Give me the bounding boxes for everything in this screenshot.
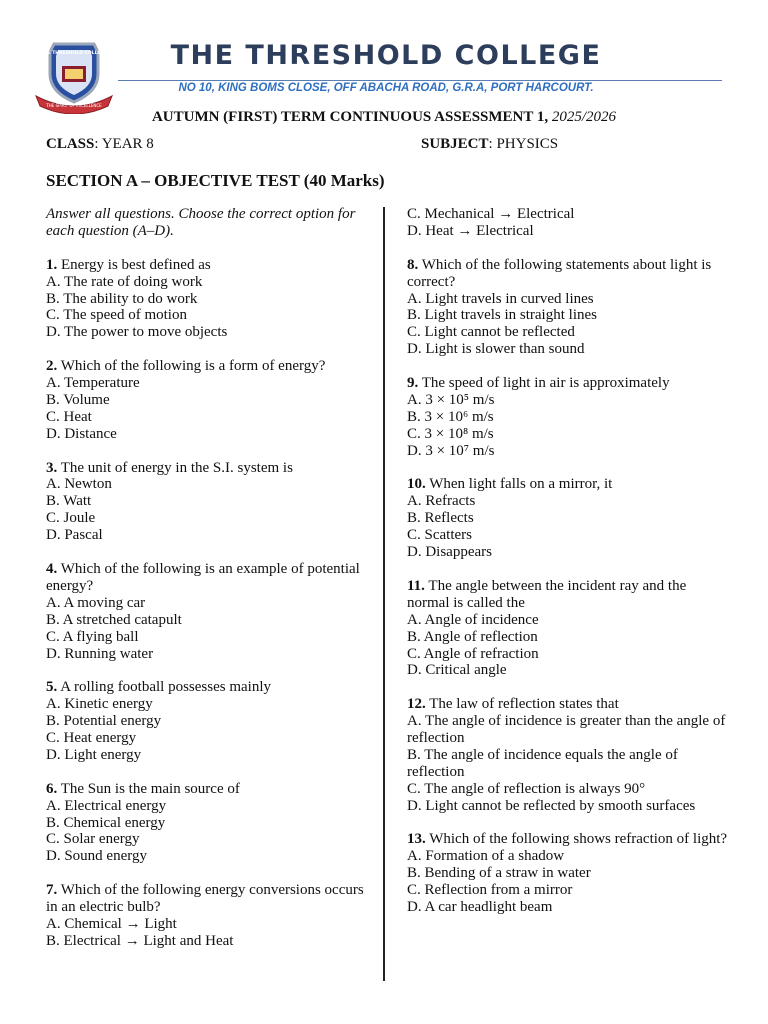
question-number: 11. (407, 577, 425, 594)
header-rule (118, 80, 722, 81)
answer-option: C. Angle of refraction (407, 645, 539, 662)
answer-option: D. Light energy (46, 746, 142, 763)
answer-option: A. Angle of incidence (407, 611, 539, 628)
question-number: 9. (407, 375, 419, 392)
answer-option: A. The angle of incidence is greater than the angle of reflection (407, 713, 726, 747)
question-text: Which of the following shows refraction of light? (429, 831, 728, 848)
answer-option: A. Light travels in curved lines (407, 290, 594, 307)
question-stem (407, 696, 732, 713)
question-stem (46, 257, 370, 274)
assessment-title-text: AUTUMN (FIRST) TERM CONTINUOUS ASSESSMENT 1, (151, 109, 549, 125)
school-name: THE THRESHOLD COLLEGE (170, 40, 602, 71)
question-7-continuation (407, 206, 732, 240)
question-item (407, 257, 732, 358)
question-item (407, 831, 732, 916)
answer-option: B. 3 × 10⁶ m/s (407, 408, 494, 425)
subject-info (421, 136, 558, 153)
class-label: CLASS (46, 136, 95, 152)
answer-option: A. The rate of doing work (46, 273, 203, 290)
answer-option: C. Scatters (407, 527, 472, 544)
answer-option: C. The speed of motion (46, 307, 187, 324)
answer-option: B. Watt (46, 493, 92, 510)
answer-option: D. Light cannot be reflected by smooth surfaces (407, 797, 696, 814)
answer-option: B. The ability to do work (46, 290, 198, 307)
question-text: The speed of light in air is approximately (421, 375, 670, 392)
assessment-title (0, 109, 768, 126)
answer-option: B. Reflects (407, 510, 474, 527)
question-item (46, 679, 370, 764)
answer-option: A. Formation of a shadow (407, 848, 565, 865)
answer-option: B. The angle of incidence equals the angle of reflection (407, 746, 678, 780)
question-item (46, 882, 370, 950)
answer-option: D. Pascal (46, 527, 103, 544)
answer-option: B. Angle of reflection (407, 628, 538, 645)
class-info (46, 136, 154, 153)
subject-label: SUBJECT (421, 136, 489, 152)
answer-option: D. Distance (46, 425, 117, 442)
question-number: 13. (407, 831, 426, 848)
answer-option: C. Joule (46, 510, 96, 527)
question-number: 7. (46, 882, 58, 899)
question-stem (407, 831, 732, 848)
question-number: 3. (46, 459, 58, 476)
answer-option: B. Electrical → Light and Heat (46, 932, 234, 949)
question-text: The unit of energy in the S.I. system is (60, 459, 293, 476)
answer-option: C. Heat energy (46, 730, 137, 747)
question-item (407, 375, 732, 460)
question-number: 4. (46, 560, 58, 577)
answer-option: C. Heat (46, 408, 92, 425)
question-item (46, 781, 370, 866)
question-number: 10. (407, 476, 426, 493)
question-item (407, 578, 732, 679)
answer-option: D. Heat → Electrical (407, 222, 534, 239)
question-stem (46, 679, 370, 696)
answer-option: B. Light travels in straight lines (407, 307, 597, 324)
answer-option: A. Temperature (46, 375, 140, 392)
question-text: Which of the following is an example of potential energy? (46, 560, 360, 594)
question-text: Energy is best defined as (61, 256, 211, 273)
question-text: Which of the following is a form of energy? (60, 358, 326, 375)
answer-option: D. Sound energy (46, 848, 147, 865)
right-column (407, 206, 732, 933)
question-item (407, 476, 732, 561)
question-text: A rolling football possesses mainly (60, 679, 272, 696)
question-item (46, 257, 370, 342)
instructions: Answer all questions. Choose the correct option for each question (A–D). (46, 206, 356, 239)
school-address: NO 10, KING BOMS CLOSE, OFF ABACHA ROAD, G.R.A, PORT HARCOURT. (178, 82, 594, 94)
answer-option: A. Chemical → Light (46, 915, 177, 932)
question-number: 2. (46, 358, 58, 375)
question-item (46, 460, 370, 545)
question-stem (407, 476, 732, 493)
answer-option: B. Potential energy (46, 713, 162, 730)
question-number: 5. (46, 679, 58, 696)
answer-option: D. 3 × 10⁷ m/s (407, 442, 495, 459)
question-text: The angle between the incident ray and the normal is called the (407, 577, 687, 611)
question-stem (46, 561, 370, 595)
column-divider (383, 207, 385, 981)
answer-option: D. Disappears (407, 544, 492, 561)
question-stem (407, 578, 732, 612)
answer-option: B. Chemical energy (46, 814, 166, 831)
answer-option: C. The angle of reflection is always 90° (407, 780, 646, 797)
answer-option: B. Bending of a straw in water (407, 865, 591, 882)
answer-option: C. Mechanical → Electrical (407, 206, 575, 222)
school-logo (32, 40, 116, 114)
question-stem (46, 358, 370, 375)
question-item (46, 561, 370, 662)
question-text: The Sun is the main source of (60, 780, 240, 797)
answer-option: A. Kinetic energy (46, 696, 153, 713)
answer-option: D. Critical angle (407, 662, 507, 679)
answer-option: D. Running water (46, 645, 154, 662)
answer-option: C. Solar energy (46, 831, 140, 848)
answer-option: A. Electrical energy (46, 797, 167, 814)
question-stem (46, 781, 370, 798)
question-stem (46, 882, 370, 916)
question-stem (407, 257, 732, 291)
session-year: 2025/2026 (551, 109, 617, 125)
question-number: 1. (46, 256, 58, 273)
answer-option: C. 3 × 10⁸ m/s (407, 425, 494, 442)
answer-option: A. Newton (46, 476, 112, 493)
question-text: The law of reflection states that (429, 696, 619, 713)
answer-option: D. The power to move objects (46, 324, 228, 341)
answer-option: C. A flying ball (46, 628, 139, 645)
question-text: When light falls on a mirror, it (429, 476, 613, 493)
question-stem (407, 375, 732, 392)
question-text: Which of the following energy conversions occurs in an electric bulb? (46, 882, 364, 916)
answer-option: C. Light cannot be reflected (407, 324, 575, 341)
class-value: : YEAR 8 (94, 136, 154, 152)
question-number: 8. (407, 256, 419, 273)
answer-option: D. Light is slower than sound (407, 341, 585, 358)
question-item (407, 696, 732, 814)
question-number: 12. (407, 696, 426, 713)
answer-option: B. Volume (46, 391, 110, 408)
answer-option: A. Refracts (407, 493, 476, 510)
left-column (46, 206, 370, 967)
answer-option: D. A car headlight beam (407, 899, 553, 916)
answer-option: A. 3 × 10⁵ m/s (407, 391, 495, 408)
answer-option: B. A stretched catapult (46, 611, 182, 628)
question-number: 6. (46, 780, 58, 797)
answer-option: C. Reflection from a mirror (407, 882, 573, 899)
question-stem (46, 460, 370, 477)
logo-top-text: THE THRESHOLD COLLEGE (40, 51, 108, 56)
subject-value: : PHYSICS (488, 136, 559, 152)
answer-option: A. A moving car (46, 594, 146, 611)
question-text: Which of the following statements about light is correct? (407, 256, 712, 290)
question-item (46, 358, 370, 443)
section-title: SECTION A – OBJECTIVE TEST (40 Marks) (46, 171, 385, 190)
logo-motto: THE SPIRIT OF EXCELLENCE (46, 103, 102, 108)
